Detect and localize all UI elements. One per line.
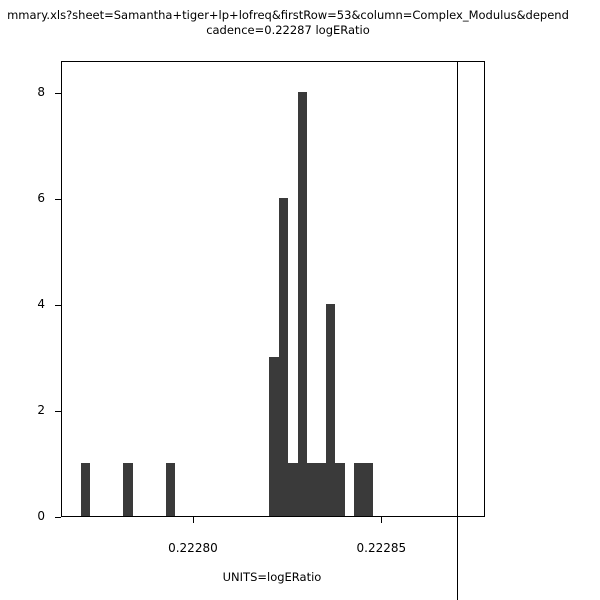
y-axis-tick xyxy=(55,517,61,518)
x-axis-tick xyxy=(381,517,382,523)
chart-title-line-2: cadence=0.22287 logERatio xyxy=(206,23,370,37)
histogram-bars xyxy=(62,62,484,516)
histogram-bar xyxy=(335,463,344,516)
chart-title xyxy=(0,8,600,38)
y-axis-tick-label: 6 xyxy=(37,190,45,205)
y-axis-tick-label: 8 xyxy=(37,84,45,99)
histogram-bar xyxy=(288,463,297,516)
histogram-bar xyxy=(307,463,316,516)
histogram-bar xyxy=(166,463,175,516)
x-axis-title-label: UNITS=logERatio xyxy=(222,570,322,584)
histogram-bar xyxy=(298,92,307,516)
histogram-bar xyxy=(123,463,132,516)
x-axis-title xyxy=(0,570,600,584)
histogram-bar xyxy=(317,463,326,516)
y-axis-tick-label: 0 xyxy=(37,509,45,523)
plot-area xyxy=(61,61,485,517)
histogram-bar xyxy=(326,304,335,516)
histogram-bar xyxy=(279,198,288,516)
y-axis-tick xyxy=(55,199,61,200)
y-axis-tick-label: 2 xyxy=(37,402,45,417)
histogram-bar xyxy=(81,463,90,516)
x-axis-tick-label: 0.22285 xyxy=(356,541,407,555)
histogram-bar xyxy=(354,463,363,516)
y-axis-tick xyxy=(55,411,61,412)
histogram-bar xyxy=(269,357,278,516)
x-axis-tick xyxy=(193,517,194,523)
histogram-bar xyxy=(364,463,373,516)
y-axis-tick-label: 4 xyxy=(37,296,45,311)
chart-title-line-1: mmary.xls?sheet=Samantha+tiger+lp+lofreq&firstRow=53&column=Complex_Modulus&depend xyxy=(7,8,569,22)
x-axis-tick-label: 0.22280 xyxy=(168,541,218,555)
y-axis-tick xyxy=(55,93,61,94)
cadence-vertical-line xyxy=(457,61,458,600)
y-axis-tick xyxy=(55,305,61,306)
